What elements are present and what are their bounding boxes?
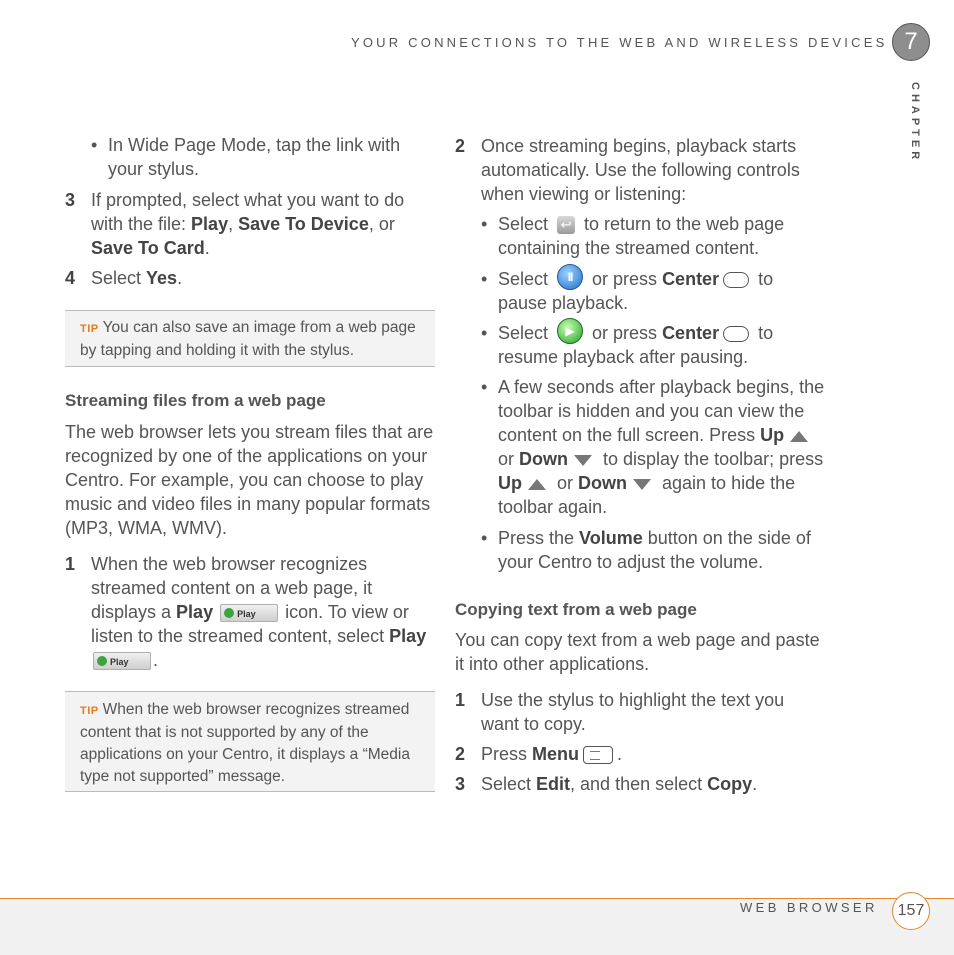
step-text: Once streaming begins, playback starts automatically. Use the following controls when viewing or listening: xyxy=(481,136,800,204)
center-button-icon xyxy=(723,272,749,288)
bullet-text: Select ↩ to return to the web page containing the streamed content. xyxy=(498,214,785,258)
play-icon: ▶ xyxy=(557,318,583,344)
bullet-text: Press the Volume button on the side of your Centro to adjust the volume. xyxy=(498,528,811,572)
up-arrow-icon xyxy=(528,479,546,490)
bullet-dot: • xyxy=(481,269,488,289)
tip-text: When the web browser recognizes streamed content that is not supported by any of the applications on your Centro, it displays a “Media type not supported” message. xyxy=(80,701,410,785)
bullet-text: Select ▶ or press Center to resume playback after pausing. xyxy=(481,321,825,369)
step-text: Use the stylus to highlight the text you want to copy. xyxy=(481,690,785,734)
page-number: 157 xyxy=(892,892,930,930)
play-button-icon: Play xyxy=(93,652,151,670)
copy-step-2 xyxy=(455,742,825,766)
bullet-play xyxy=(481,321,825,369)
down-arrow-icon xyxy=(574,455,592,466)
bullet-toolbar xyxy=(481,375,825,519)
step-number: 1 xyxy=(65,554,76,574)
bullet-volume xyxy=(481,526,825,574)
up-arrow-icon xyxy=(790,431,808,442)
step-text: When the web browser recognizes streamed content on a web page, it displays a Play Play icon. To view or listen to the streamed content, select Play Play . xyxy=(91,554,427,670)
heading-copying: Copying text from a web page xyxy=(455,600,697,619)
play-button-icon: Play xyxy=(220,604,278,622)
footer-section-label: WEB BROWSER xyxy=(740,900,878,915)
bullet-dot: • xyxy=(481,377,488,397)
bullet-text: A few seconds after playback begins, the toolbar is hidden and you can view the content on the full screen. Press Up or Down to display the toolbar; press Up or Down again to hide the toolbar again. xyxy=(498,377,825,517)
step-text: Select Yes. xyxy=(91,268,183,288)
return-arrow-icon: ↩ xyxy=(557,216,575,234)
step-text: Press Menu . xyxy=(481,744,623,764)
step-3 xyxy=(65,188,435,260)
bullet-dot: • xyxy=(481,528,488,548)
copy-step-3 xyxy=(455,772,825,796)
down-arrow-icon xyxy=(633,479,651,490)
step-number: 4 xyxy=(65,268,76,288)
chapter-number-badge: 7 xyxy=(892,23,930,61)
step-number: 1 xyxy=(455,690,466,710)
para-copying: You can copy text from a web page and paste it into other applications. xyxy=(455,630,820,674)
bullet-dot: • xyxy=(481,323,488,343)
center-button-icon xyxy=(723,326,749,342)
bullet-dot: • xyxy=(481,214,488,234)
copy-step-1 xyxy=(455,688,825,736)
step-1 xyxy=(65,552,435,672)
tip-label: TIP xyxy=(80,323,99,335)
step-number: 3 xyxy=(455,774,466,794)
tip-label: TIP xyxy=(80,705,99,717)
bullet-dot: • xyxy=(91,135,98,155)
para-streaming: The web browser lets you stream files that are recognized by one of the applications on your Centro. For example, you can choose to play music and video files in many popular formats (MP3, WMA, WMV). xyxy=(65,422,434,538)
tip-box-unsupported-media xyxy=(65,691,435,792)
step-number: 3 xyxy=(65,190,76,210)
heading-streaming: Streaming files from a web page xyxy=(65,391,326,410)
bullet-text: In Wide Page Mode, tap the link with your stylus. xyxy=(108,135,401,179)
step-number: 2 xyxy=(455,136,466,156)
right-column xyxy=(455,0,825,898)
menu-button-icon xyxy=(583,746,613,764)
step-number: 2 xyxy=(455,744,466,764)
chapter-label: CHAPTER xyxy=(909,82,921,164)
tip-box-save-image xyxy=(65,310,435,367)
step-text: If prompted, select what you want to do with the file: Play, Save To Device, or Save To Card. xyxy=(91,190,405,258)
step-text: Select Edit, and then select Copy. xyxy=(481,774,758,794)
bullet-wide-page xyxy=(91,133,436,181)
bullet-text: Select II or press Center to pause playback. xyxy=(481,267,825,315)
bullet-pause xyxy=(481,267,825,315)
pause-icon: II xyxy=(557,264,583,290)
running-head: YOUR CONNECTIONS TO THE WEB AND WIRELESS DEVICES xyxy=(351,35,888,50)
step-2 xyxy=(455,134,825,206)
tip-text: You can also save an image from a web page by tapping and holding it with the stylus. xyxy=(80,319,416,359)
bullet-back xyxy=(481,212,825,260)
step-4 xyxy=(65,266,435,290)
